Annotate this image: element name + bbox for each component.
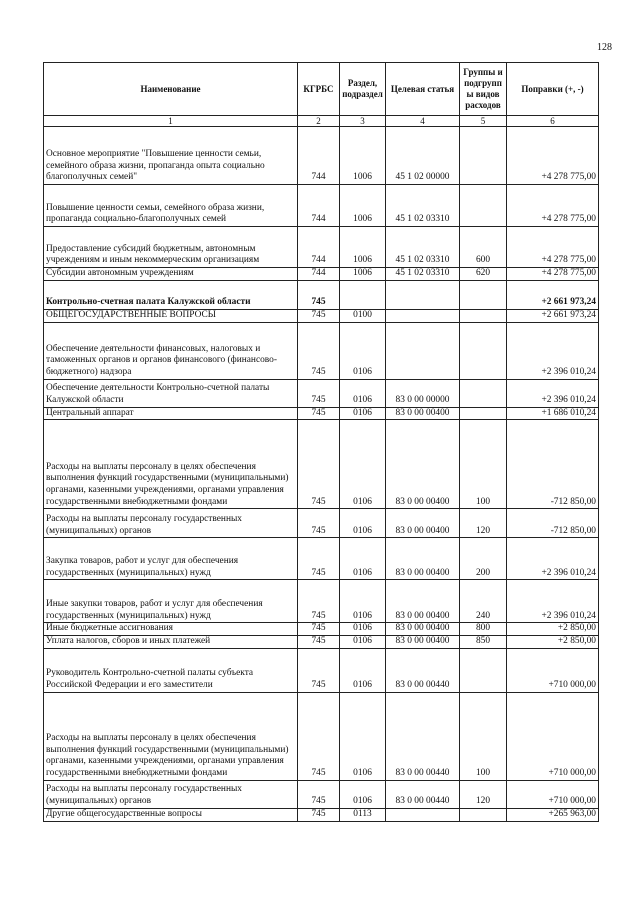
column-number: 5 <box>460 116 507 127</box>
row-group: 620 <box>460 268 507 281</box>
row-name: Руководитель Контрольно-счетной палаты субъекта Российской Федерации и его заместители <box>44 648 298 692</box>
table-row <box>44 280 599 309</box>
row-section: 0100 <box>340 309 386 322</box>
row-amount: +710 000,00 <box>507 648 599 692</box>
row-amount: +2 850,00 <box>507 623 599 636</box>
row-kgrbs: 745 <box>298 538 340 580</box>
row-group: 850 <box>460 636 507 649</box>
row-group <box>460 407 507 420</box>
row-target: 83 0 00 00400 <box>386 623 460 636</box>
row-name: ОБЩЕГОСУДАРСТВЕННЫЕ ВОПРОСЫ <box>44 309 298 322</box>
row-kgrbs: 745 <box>298 407 340 420</box>
row-section: 1006 <box>340 227 386 268</box>
table-row <box>44 623 599 636</box>
table-row <box>44 379 599 407</box>
header-amendments: Поправки (+, -) <box>507 63 599 116</box>
row-kgrbs: 745 <box>298 420 340 509</box>
row-amount: +265 963,00 <box>507 808 599 821</box>
row-section: 1006 <box>340 185 386 227</box>
row-name: Обеспечение деятельности финансовых, налоговых и таможенных органов и органов финансового (финансово-бюджетного) надзора <box>44 322 298 379</box>
table-row <box>44 227 599 268</box>
row-kgrbs: 744 <box>298 268 340 281</box>
row-target: 45 1 02 03310 <box>386 227 460 268</box>
row-section: 1006 <box>340 268 386 281</box>
row-target: 83 0 00 00400 <box>386 580 460 623</box>
row-section: 0106 <box>340 623 386 636</box>
row-name: Повышение ценности семьи, семейного образа жизни, пропаганда социально-благополучных семей <box>44 185 298 227</box>
row-amount: +4 278 775,00 <box>507 227 599 268</box>
row-group: 800 <box>460 623 507 636</box>
page-number: 128 <box>597 42 612 53</box>
row-name: Контрольно-счетная палата Калужской области <box>44 280 298 309</box>
row-group: 240 <box>460 580 507 623</box>
column-number: 2 <box>298 116 340 127</box>
row-amount: +2 396 010,24 <box>507 322 599 379</box>
row-kgrbs: 744 <box>298 127 340 185</box>
row-section: 0106 <box>340 509 386 538</box>
row-amount: +4 278 775,00 <box>507 185 599 227</box>
row-section: 0106 <box>340 780 386 808</box>
row-name: Расходы на выплаты персоналу государственных (муниципальных) органов <box>44 780 298 808</box>
table-row <box>44 580 599 623</box>
row-target <box>386 322 460 379</box>
table-row <box>44 780 599 808</box>
row-target <box>386 309 460 322</box>
table-row <box>44 648 599 692</box>
row-group: 100 <box>460 692 507 780</box>
row-kgrbs: 745 <box>298 648 340 692</box>
row-group: 200 <box>460 538 507 580</box>
header-kgrbs: КГРБС <box>298 63 340 116</box>
row-kgrbs: 745 <box>298 692 340 780</box>
row-target: 83 0 00 00400 <box>386 407 460 420</box>
row-amount: +710 000,00 <box>507 692 599 780</box>
row-name: Обеспечение деятельности Контрольно-счетной палаты Калужской области <box>44 379 298 407</box>
row-kgrbs: 745 <box>298 309 340 322</box>
row-kgrbs: 745 <box>298 780 340 808</box>
column-number-row <box>44 116 599 127</box>
row-amount: +2 396 010,24 <box>507 580 599 623</box>
row-section: 0106 <box>340 580 386 623</box>
row-name: Расходы на выплаты персоналу в целях обеспечения выполнения функций государственными (муниципальными) органами, казенными учреждениями, органами управления государственными внебюджетными фондами <box>44 420 298 509</box>
row-amount: +4 278 775,00 <box>507 268 599 281</box>
row-amount: +2 396 010,24 <box>507 538 599 580</box>
row-name: Расходы на выплаты персоналу в целях обеспечения выполнения функций государственными (муниципальными) органами, казенными учреждениями, органами управления государственными внебюджетными фондами <box>44 692 298 780</box>
row-section: 0106 <box>340 538 386 580</box>
row-group <box>460 808 507 821</box>
header-groups: Группы и подгрупп ы видов расходов <box>460 63 507 116</box>
table-row <box>44 185 599 227</box>
row-group: 100 <box>460 420 507 509</box>
row-section <box>340 280 386 309</box>
row-section: 0106 <box>340 322 386 379</box>
column-number: 1 <box>44 116 298 127</box>
column-number: 6 <box>507 116 599 127</box>
table-row <box>44 509 599 538</box>
row-kgrbs: 744 <box>298 227 340 268</box>
row-target: 83 0 00 00400 <box>386 509 460 538</box>
row-amount: -712 850,00 <box>507 420 599 509</box>
row-target: 83 0 00 00440 <box>386 648 460 692</box>
row-target: 83 0 00 00400 <box>386 538 460 580</box>
row-amount: -712 850,00 <box>507 509 599 538</box>
row-section: 0113 <box>340 808 386 821</box>
table-row <box>44 309 599 322</box>
row-group <box>460 280 507 309</box>
row-group <box>460 379 507 407</box>
row-section: 0106 <box>340 379 386 407</box>
table-row <box>44 538 599 580</box>
row-kgrbs: 745 <box>298 623 340 636</box>
row-kgrbs: 745 <box>298 636 340 649</box>
row-section: 0106 <box>340 636 386 649</box>
row-amount: +710 000,00 <box>507 780 599 808</box>
table-row <box>44 127 599 185</box>
row-kgrbs: 745 <box>298 379 340 407</box>
row-section: 0106 <box>340 692 386 780</box>
row-group <box>460 185 507 227</box>
header-name: Наименование <box>44 63 298 116</box>
row-target <box>386 808 460 821</box>
row-target: 83 0 00 00440 <box>386 780 460 808</box>
column-number: 3 <box>340 116 386 127</box>
row-name: Другие общегосударственные вопросы <box>44 808 298 821</box>
row-amount: +2 396 010,24 <box>507 379 599 407</box>
table-row <box>44 322 599 379</box>
row-section: 0106 <box>340 648 386 692</box>
table-row <box>44 268 599 281</box>
row-kgrbs: 745 <box>298 322 340 379</box>
row-amount: +4 278 775,00 <box>507 127 599 185</box>
row-kgrbs: 745 <box>298 280 340 309</box>
row-kgrbs: 745 <box>298 509 340 538</box>
row-name: Субсидии автономным учреждениям <box>44 268 298 281</box>
row-name: Закупка товаров, работ и услуг для обеспечения государственных (муниципальных) нужд <box>44 538 298 580</box>
budget-amendments-table <box>43 62 599 822</box>
row-amount: +2 661 973,24 <box>507 309 599 322</box>
row-name: Иные закупки товаров, работ и услуг для обеспечения государственных (муниципальных) нужд <box>44 580 298 623</box>
header-target: Целевая статья <box>386 63 460 116</box>
row-target: 45 1 02 03310 <box>386 268 460 281</box>
row-group: 120 <box>460 780 507 808</box>
row-target: 45 1 02 03310 <box>386 185 460 227</box>
row-amount: +2 661 973,24 <box>507 280 599 309</box>
row-name: Основное мероприятие "Повышение ценности семьи, семейного образа жизни, пропаганда опыта социально благополучных семей" <box>44 127 298 185</box>
row-section: 1006 <box>340 127 386 185</box>
row-amount: +2 850,00 <box>507 636 599 649</box>
row-kgrbs: 745 <box>298 580 340 623</box>
row-kgrbs: 744 <box>298 185 340 227</box>
row-name: Центральный аппарат <box>44 407 298 420</box>
row-group <box>460 322 507 379</box>
header-section: Раздел, подраздел <box>340 63 386 116</box>
table-row <box>44 808 599 821</box>
table-row <box>44 636 599 649</box>
row-target: 83 0 00 00400 <box>386 636 460 649</box>
row-name: Уплата налогов, сборов и иных платежей <box>44 636 298 649</box>
row-target: 83 0 00 00440 <box>386 692 460 780</box>
row-target: 45 1 02 00000 <box>386 127 460 185</box>
row-name: Предоставление субсидий бюджетным, автономным учреждениям и иным некоммерческим организациям <box>44 227 298 268</box>
table-row <box>44 420 599 509</box>
row-group: 120 <box>460 509 507 538</box>
row-target <box>386 280 460 309</box>
row-group <box>460 648 507 692</box>
row-group <box>460 127 507 185</box>
row-group <box>460 309 507 322</box>
row-name: Расходы на выплаты персоналу государственных (муниципальных) органов <box>44 509 298 538</box>
row-name: Иные бюджетные ассигнования <box>44 623 298 636</box>
row-amount: +1 686 010,24 <box>507 407 599 420</box>
table-row <box>44 692 599 780</box>
table-row <box>44 407 599 420</box>
row-section: 0106 <box>340 407 386 420</box>
row-group: 600 <box>460 227 507 268</box>
row-section: 0106 <box>340 420 386 509</box>
row-target: 83 0 00 00000 <box>386 379 460 407</box>
column-number: 4 <box>386 116 460 127</box>
row-kgrbs: 745 <box>298 808 340 821</box>
row-target: 83 0 00 00400 <box>386 420 460 509</box>
